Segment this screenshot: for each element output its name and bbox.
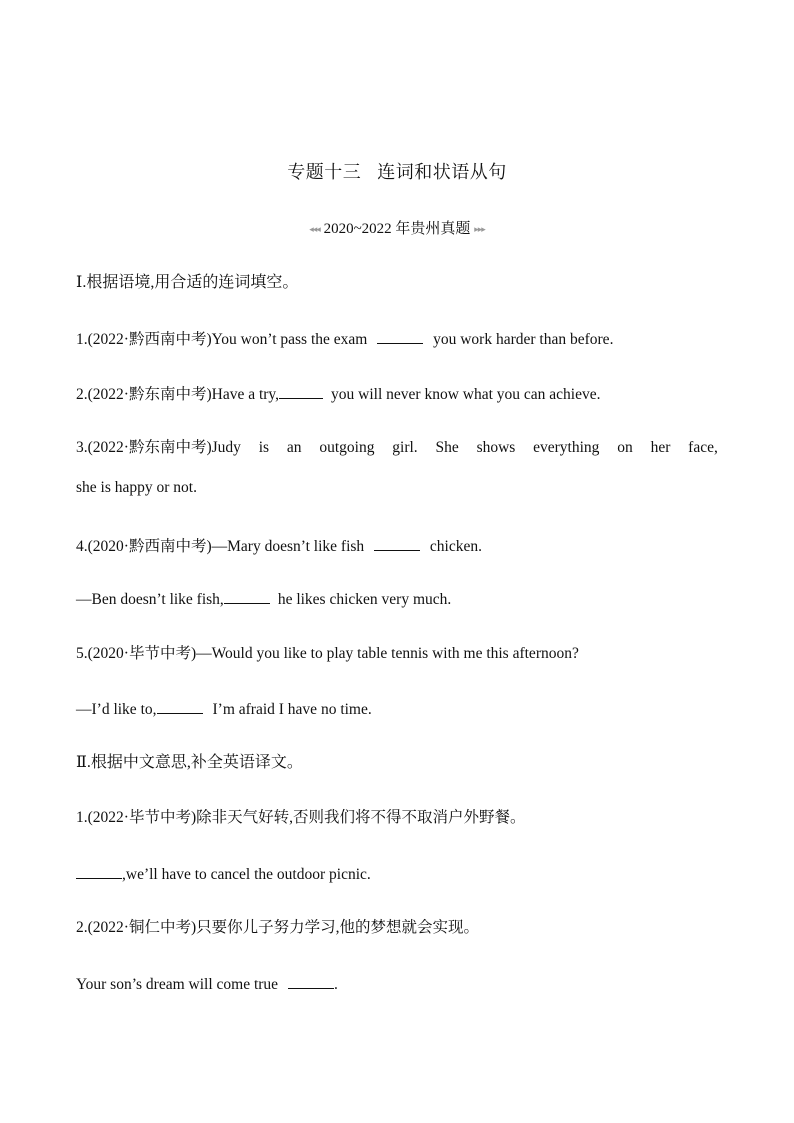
answer-blank[interactable] bbox=[76, 862, 122, 879]
page-title bbox=[0, 158, 794, 184]
question-word: is bbox=[258, 439, 270, 456]
english-sentence: . bbox=[333, 976, 338, 993]
question-text: —I’d like to, bbox=[76, 701, 157, 718]
question-text: chicken. bbox=[429, 538, 482, 555]
question-text: You won’t pass the exam bbox=[211, 331, 368, 348]
subtitle-text: 2020~2022 年贵州真题 bbox=[323, 221, 471, 237]
answer-blank[interactable] bbox=[288, 972, 334, 989]
question-word: on bbox=[617, 439, 633, 456]
left-arrows-decoration: ◂◂◂ bbox=[309, 224, 320, 235]
question-source: 2.(2022·铜仁中考) bbox=[76, 919, 197, 936]
answer-blank[interactable] bbox=[279, 382, 323, 399]
s1-question-2 bbox=[76, 382, 601, 406]
question-text: he likes chicken very much. bbox=[277, 591, 452, 608]
english-sentence: ,we’ll have to cancel the outdoor picnic. bbox=[122, 866, 371, 883]
answer-blank[interactable] bbox=[157, 697, 203, 714]
page-subtitle bbox=[0, 217, 794, 238]
s1-question-4-line-1 bbox=[76, 534, 482, 558]
question-word: Judy bbox=[211, 439, 241, 456]
s2-question-1-answer-line bbox=[76, 862, 371, 886]
question-word: everything bbox=[533, 439, 600, 456]
answer-blank[interactable] bbox=[374, 534, 420, 551]
question-source: 3.(2022·黔东南中考) bbox=[76, 439, 212, 456]
s1-question-4-line-2 bbox=[76, 587, 451, 611]
question-source: 4.(2020·黔西南中考) bbox=[76, 538, 212, 555]
question-text: Have a try, bbox=[211, 386, 280, 403]
question-text: you will never know what you can achieve. bbox=[331, 386, 601, 403]
question-word: her bbox=[650, 439, 671, 456]
question-word: an bbox=[286, 439, 302, 456]
question-source: 2.(2022·黔东南中考) bbox=[76, 386, 212, 403]
question-word: outgoing bbox=[319, 439, 375, 456]
s1-question-3-line-1 bbox=[76, 437, 718, 459]
right-arrows-decoration: ▸▸▸ bbox=[474, 224, 485, 235]
s2-question-1-prompt bbox=[76, 807, 526, 829]
question-source: 1.(2022·毕节中考) bbox=[76, 809, 197, 826]
title-topic-name: 连词和状语从句 bbox=[377, 162, 507, 182]
s1-question-3-line-2: she is happy or not. bbox=[76, 479, 197, 496]
question-source: 5.(2020·毕节中考) bbox=[76, 645, 197, 662]
s1-question-5-line-2 bbox=[76, 697, 372, 721]
title-topic-number: 专题十三 bbox=[287, 162, 362, 182]
question-word: face, bbox=[688, 439, 718, 456]
english-sentence: Your son’s dream will come true bbox=[76, 976, 279, 993]
s1-question-1 bbox=[76, 327, 613, 351]
question-text: you work harder than before. bbox=[433, 331, 614, 348]
question-source-and-first-word bbox=[76, 437, 241, 459]
chinese-sentence: 除非天气好转,否则我们将不得不取消户外野餐。 bbox=[196, 809, 526, 826]
question-word: She bbox=[435, 439, 459, 456]
section-1-heading: Ⅰ.根据语境,用合适的连词填空。 bbox=[76, 274, 299, 291]
question-word: girl. bbox=[392, 439, 418, 456]
chinese-sentence: 只要你儿子努力学习,他的梦想就会实现。 bbox=[196, 919, 480, 936]
question-word: shows bbox=[476, 439, 516, 456]
question-text: —Would you like to play table tennis with me this afternoon? bbox=[196, 645, 579, 662]
question-text: I’m afraid I have no time. bbox=[212, 701, 372, 718]
answer-blank[interactable] bbox=[224, 587, 270, 604]
s2-question-2-answer-line bbox=[76, 972, 338, 996]
question-source: 1.(2022·黔西南中考) bbox=[76, 331, 212, 348]
question-text: —Mary doesn’t like fish bbox=[211, 538, 365, 555]
s2-question-2-prompt bbox=[76, 917, 479, 939]
section-2-heading: Ⅱ.根据中文意思,补全英语译文。 bbox=[76, 754, 303, 771]
question-text: —Ben doesn’t like fish, bbox=[76, 591, 224, 608]
answer-blank[interactable] bbox=[377, 327, 423, 344]
s1-question-5-line-1 bbox=[76, 643, 579, 665]
